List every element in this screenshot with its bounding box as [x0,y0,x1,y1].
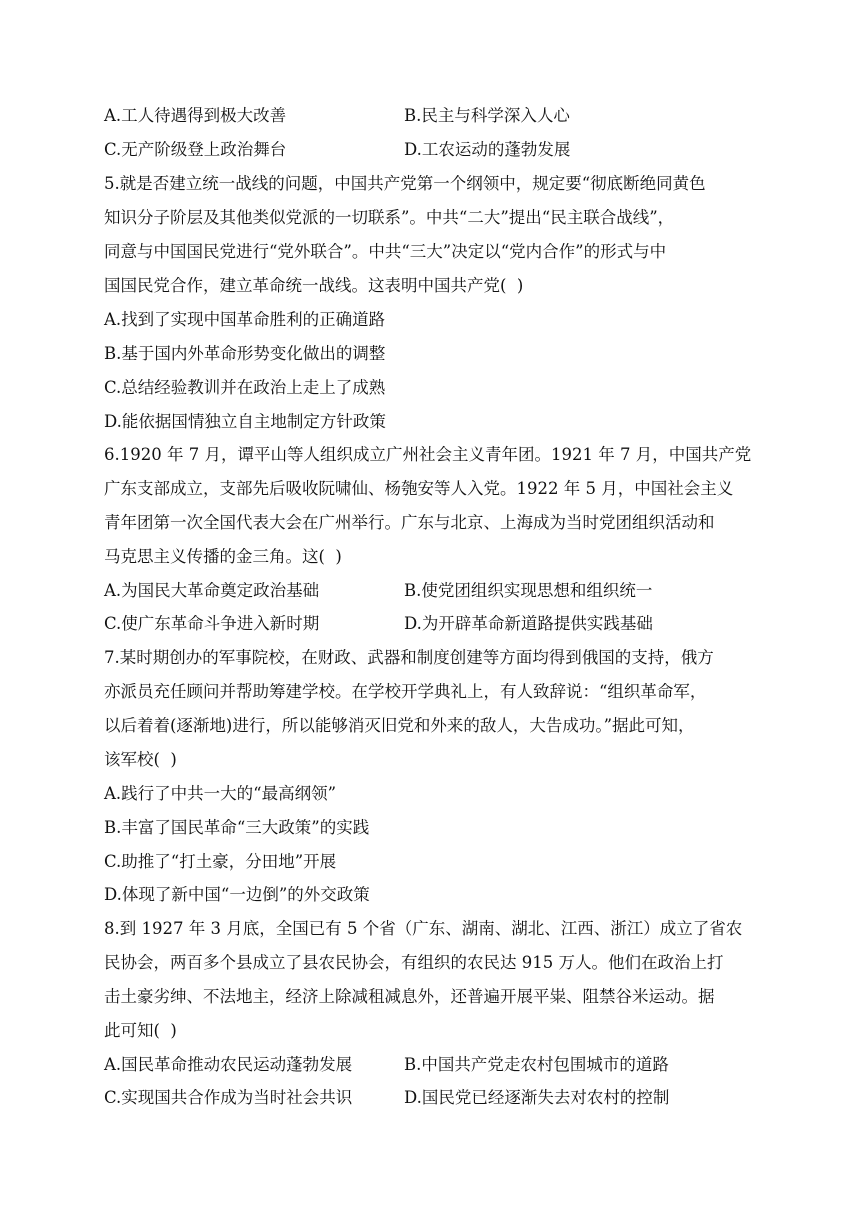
q8-option-c: C.实现国共合作成为当时社会共识 [104,1088,353,1107]
q5-option-d: D.能依据国情独立自主地制定方针政策 [104,412,386,431]
q8-option-b: B.中国共产党走农村包围城市的道路 [404,1055,669,1074]
q6-stem-line: 6.1920 年 7 月，谭平山等人组织成立广州社会主义青年团。1921 年 7 月，中国共产党 [104,445,752,464]
q7-option-b: B.丰富了国民革命“三大政策”的实践 [104,818,370,837]
q8-stem-line: 民协会，两百多个县成立了县农民协会，有组织的农民达 915 万人。他们在政治上打 [104,953,724,972]
q6-option-a: A.为国民大革命奠定政治基础 [104,581,320,600]
q5-option-b: B.基于国内外革命形势变化做出的调整 [104,344,386,363]
q7-stem-line: 亦派员充任顾问并帮助筹建学校。在学校开学典礼上，有人致辞说：“组织革命军， [104,682,707,701]
q5-stem-line: 5.就是否建立统一战线的问题，中国共产党第一个纲领中，规定要“彻底断绝同黄色 [104,174,706,193]
q7-stem-line: 7.某时期创办的军事院校，在财政、武器和制度创建等方面均得到俄国的支持，俄方 [104,648,714,667]
q6-option-b: B.使党团组织实现思想和组织统一 [404,581,653,600]
q5-stem-line: 国国民党合作，建立革命统一战线。这表明中国共产党( ) [104,276,524,295]
q5-stem-line: 知识分子阶层及其他类似党派的一切联系”。中共“二大”提出“民主联合战线”， [104,208,675,227]
q6-stem-line: 马克思主义传播的金三角。这( ) [104,547,342,566]
q6-stem-line: 广东支部成立，支部先后吸收阮啸仙、杨匏安等人入党。1922 年 5 月，中国社会主义 [104,479,734,498]
q7-option-a: A.践行了中共一大的“最高纲领” [104,784,337,803]
q7-stem-line: 以后着着(逐渐地)进行，所以能够消灭旧党和外来的敌人，大告成功。”据此可知， [104,716,695,735]
q8-stem-line: 击土豪劣绅、不法地主，经济上除减租减息外，还普遍开展平粜、阻禁谷米运动。据 [104,987,715,1006]
q5-option-a: A.找到了实现中国革命胜利的正确道路 [104,310,386,329]
q7-stem-line: 该军校( ) [104,750,177,769]
q8-stem-line: 8.到 1927 年 3 月底，全国已有 5 个省（广东、湖南、湖北、江西、浙江）成立了省农 [104,919,743,938]
q7-option-d: D.体现了新中国“一边倒”的外交政策 [104,885,370,904]
q8-option-d: D.国民党已经逐渐失去对农村的控制 [404,1088,670,1107]
q6-stem-line: 青年团第一次全国代表大会在广州举行。广东与北京、上海成为当时党团组织活动和 [104,513,715,532]
top-option-a: A.工人待遇得到极大改善 [104,106,287,125]
top-option-c: C.无产阶级登上政治舞台 [104,140,287,159]
top-option-d: D.工农运动的蓬勃发展 [404,140,571,159]
q6-option-c: C.使广东革命斗争进入新时期 [104,614,320,633]
q8-option-a: A.国民革命推动农民运动蓬勃发展 [104,1055,353,1074]
q8-stem-line: 此可知( ) [104,1021,177,1040]
q5-option-c: C.总结经验教训并在政治上走上了成熟 [104,378,386,397]
q5-stem-line: 同意与中国国民党进行“党外联合”。中共“三大”决定以“党内合作”的形式与中 [104,242,667,261]
q6-option-d: D.为开辟革命新道路提供实践基础 [404,614,653,633]
q7-option-c: C.助推了“打土豪，分田地”开展 [104,852,337,871]
top-option-b: B.民主与科学深入人心 [404,106,570,125]
